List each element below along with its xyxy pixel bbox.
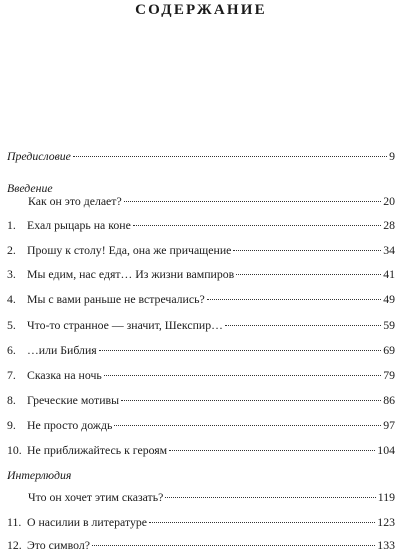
toc-entry-number: 7. [7, 368, 16, 382]
toc-entry[interactable] [7, 318, 395, 332]
toc-entry-page: 20 [383, 194, 395, 208]
toc-entry-label: Что он хочет этим сказать? [28, 490, 164, 504]
toc-entry-page: 28 [383, 218, 395, 232]
toc-entry-label: Сказка на ночь [27, 368, 102, 382]
toc-entry-label: Ехал рыцарь на коне [27, 218, 131, 232]
toc-entry[interactable] [7, 243, 395, 257]
leader-dots [73, 156, 387, 157]
toc-entry-page: 133 [377, 538, 395, 552]
leader-dots [99, 350, 382, 351]
toc-entry-page: 69 [383, 343, 395, 357]
leader-dots [114, 425, 381, 426]
toc-entry[interactable] [7, 368, 395, 382]
toc-entry-number: 9. [7, 418, 16, 432]
toc-entry-page: 119 [377, 490, 395, 504]
toc-entry-number: 10. [7, 443, 22, 457]
leader-dots [236, 274, 381, 275]
toc-entry-number: 1. [7, 218, 16, 232]
section-heading-interlude: Интерлюдия [7, 468, 72, 482]
toc-entry-label: Прошу к столу! Еда, она же причащение [27, 243, 232, 257]
toc-entry[interactable] [7, 149, 395, 163]
toc-entry-number: 2. [7, 243, 16, 257]
toc-entry-number: 8. [7, 393, 16, 407]
section-heading-intro: Введение [7, 181, 53, 195]
toc-entry[interactable] [28, 194, 395, 208]
toc-entry-label: Мы с вами раньше не встречались? [27, 292, 205, 306]
leader-dots [124, 201, 382, 202]
toc-entry-label: Предисловие [7, 149, 71, 163]
toc-entry[interactable] [28, 490, 395, 504]
toc-entry-label: Не приближайтесь к героям [27, 443, 168, 457]
toc-entry-number: 4. [7, 292, 16, 306]
toc-entry-number: 5. [7, 318, 16, 332]
toc-entry-page: 59 [383, 318, 395, 332]
toc-entry-number: 6. [7, 343, 16, 357]
leader-dots [133, 225, 381, 226]
toc-entry-label: Как он это делает? [28, 194, 122, 208]
toc-entry-label: Это символ? [27, 538, 91, 552]
toc-entry-page: 86 [383, 393, 395, 407]
toc-entry[interactable] [7, 343, 395, 357]
toc-entry-number: 3. [7, 267, 16, 281]
toc-entry-number: 11. [7, 515, 22, 529]
toc-entry-number: 12. [7, 538, 22, 552]
leader-dots [207, 299, 381, 300]
leader-dots [104, 375, 381, 376]
leader-dots [169, 450, 375, 451]
toc-entry-label: О насилии в литературе [27, 515, 148, 529]
toc-entry-page: 79 [383, 368, 395, 382]
toc-entry-page: 49 [383, 292, 395, 306]
toc-entry-page: 123 [377, 515, 395, 529]
toc-entry[interactable] [7, 292, 395, 306]
toc-entry[interactable] [7, 418, 395, 432]
toc-entry-page: 41 [383, 267, 395, 281]
toc-entry-label: Греческие мотивы [27, 393, 120, 407]
toc-entry[interactable] [7, 393, 395, 407]
toc-entry-label: Не просто дождь [27, 418, 113, 432]
toc-entry[interactable] [7, 218, 395, 232]
toc-entry-label: …или Библия [27, 343, 97, 357]
toc-entry[interactable] [7, 267, 395, 281]
toc-entry-page: 34 [383, 243, 395, 257]
toc-entry-label: Мы едим, нас едят… Из жизни вампиров [27, 267, 235, 281]
leader-dots [165, 497, 375, 498]
toc-entry-page: 104 [377, 443, 395, 457]
leader-dots [225, 325, 381, 326]
toc-entry-label: Что-то странное — значит, Шекспир… [27, 318, 223, 332]
toc-entry-page: 97 [383, 418, 395, 432]
leader-dots [121, 400, 381, 401]
leader-dots [149, 522, 375, 523]
toc-entry-page: 9 [389, 149, 395, 163]
toc-entry[interactable] [7, 443, 395, 457]
toc-entry[interactable] [7, 515, 395, 529]
leader-dots [233, 250, 381, 251]
page-title: СОДЕРЖАНИЕ [135, 2, 267, 18]
leader-dots [92, 545, 375, 546]
